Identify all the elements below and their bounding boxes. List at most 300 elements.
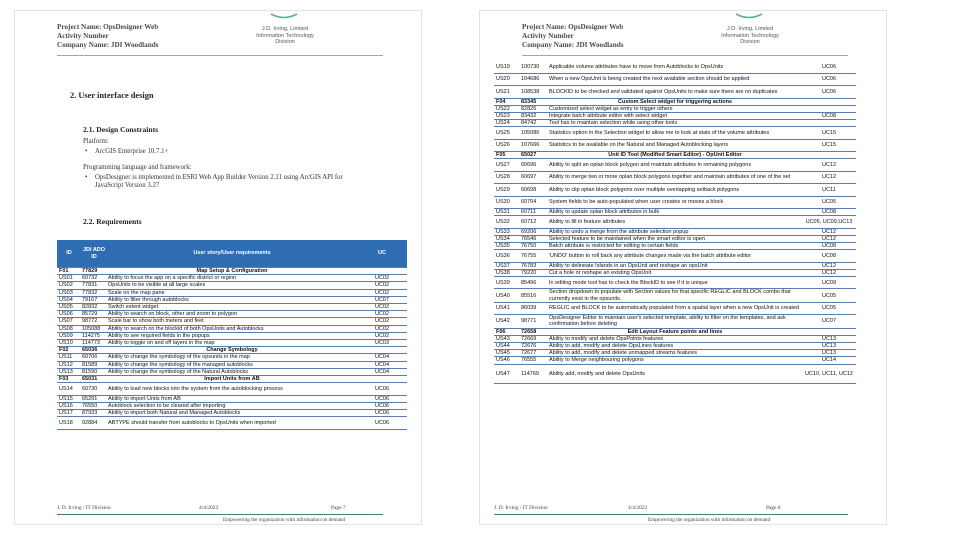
cell-user-story: Ability to search on the blockid of both OpsUnits and Autoblocks (107, 325, 357, 332)
cell-uc: UC08 (802, 113, 856, 120)
cell-id: US08 (57, 325, 81, 332)
cell-ado-id: 92884 (81, 417, 107, 429)
cell-uc: UC03 (357, 340, 407, 347)
cell-user-story: Ability to toggle on and off layers in the map (107, 340, 357, 347)
table-row (57, 395, 407, 402)
table-row (494, 113, 856, 120)
table-row (57, 325, 407, 332)
cell-id: US19 (494, 61, 520, 73)
cell-uc: UC02 (357, 325, 407, 332)
cell-user-story: Autoblock selection to be cleared after importing (107, 402, 357, 409)
cell-ado-id: 76783 (520, 262, 548, 269)
cell-section-title: Edit Layout Feature points and lines (548, 328, 802, 335)
requirements-table (57, 240, 407, 430)
cell-id: US03 (57, 289, 81, 296)
cell-id: F03 (57, 376, 81, 383)
org-line: Information Technology (256, 32, 314, 39)
language-label: Programming language and framework: (83, 164, 192, 171)
cell-user-story: Statistics to be available on the Natural and Managed Autoblocking layers (548, 139, 802, 151)
table-row (494, 73, 856, 85)
cell-id: US29 (494, 184, 520, 196)
cell-user-story: Scale on the map pane (107, 289, 357, 296)
column-header-ado-id: JDI ADO ID (81, 240, 107, 268)
table-row (57, 304, 407, 311)
table-row (494, 269, 856, 276)
cell-uc: UC15 (802, 139, 856, 151)
cell-uc: UC06 (802, 61, 856, 73)
cell-id: US06 (57, 311, 81, 318)
cell-id: US30 (494, 196, 520, 208)
table-section-row (494, 98, 856, 105)
footer-date: 4/4/2022 (199, 505, 219, 511)
cell-ado-id: 60711 (520, 209, 548, 216)
cell-ado-id: 60732 (81, 275, 107, 282)
table-section-row (494, 152, 856, 159)
cell-uc: UC02 (357, 275, 407, 282)
cell-user-story: Ability add, modify and delete OpsUnits (548, 364, 802, 384)
platform-label: Platform: (83, 138, 109, 145)
cell-user-story: 'UNDO' button to roll back any attribute changes made via the batch attribute editor (548, 250, 802, 262)
cell-id: F04 (494, 98, 520, 105)
table-row (494, 235, 856, 242)
cell-id: US23 (494, 113, 520, 120)
cell-ado-id: 81590 (81, 368, 107, 375)
table-row (494, 61, 856, 73)
cell-uc: UC12 (802, 269, 856, 276)
cell-ado-id: 72676 (520, 343, 548, 350)
column-header-user-story: User story/User requirements (107, 240, 357, 268)
cell-uc: UC10, UC11, UC12 (802, 364, 856, 384)
org-line: Information Technology (721, 32, 779, 39)
cell-uc: UC05 (802, 302, 856, 314)
requirements-table-continued (494, 61, 856, 384)
cell-ado-id: 77829 (81, 268, 107, 275)
cell-ado-id: 60704 (520, 196, 548, 208)
table-row (494, 357, 856, 364)
cell-uc: UC08 (802, 243, 856, 250)
cell-uc: UC12 (802, 159, 856, 171)
cell-user-story: Customized select widget as entry to trigger others (548, 105, 802, 112)
table-row (57, 354, 407, 361)
platform-bullet: • ArcGIS Enterprise 10.7.1+ (85, 148, 169, 155)
cell-user-story: Ability to delineate Islands in an OpsUnit and reshape an opsUnit (548, 262, 802, 269)
cell-ado-id: 82832 (81, 304, 107, 311)
cell-ado-id: 79220 (520, 269, 548, 276)
cell-uc (357, 376, 407, 383)
cell-uc: UC04 (357, 361, 407, 368)
cell-user-story: Ability to import both Natural and Managed Autoblocks (107, 410, 357, 417)
cell-ado-id: 60730 (81, 383, 107, 395)
cell-id: US42 (494, 315, 520, 328)
cell-id: US44 (494, 343, 520, 350)
cell-uc: UC05, UC09,UC13 (802, 216, 856, 228)
cell-ado-id: 104686 (520, 73, 548, 85)
cell-user-story: Ability to focus the app on a specific district or region (107, 275, 357, 282)
activity-number: Activity Number (522, 32, 574, 40)
cell-ado-id: 83345 (520, 98, 548, 105)
cell-user-story: Ability to fill in feature attributes (548, 216, 802, 228)
cell-uc: UC11 (802, 184, 856, 196)
table-row (494, 127, 856, 139)
cell-id: US13 (57, 368, 81, 375)
cell-ado-id: 76750 (520, 243, 548, 250)
cell-ado-id: 65291 (81, 395, 107, 402)
table-row (57, 402, 407, 409)
cell-ado-id: 60696 (520, 159, 548, 171)
cell-ado-id: 76546 (520, 235, 548, 242)
table-row (494, 350, 856, 357)
cell-id: US16 (57, 402, 81, 409)
cell-id: F01 (57, 268, 81, 275)
section-heading: 2. User interface design (70, 91, 154, 100)
cell-uc (802, 152, 856, 159)
cell-uc: UC12 (802, 235, 856, 242)
cell-ado-id: 86039 (520, 302, 548, 314)
cell-ado-id: 65031 (81, 376, 107, 383)
table-row (57, 410, 407, 417)
cell-uc: UC02 (357, 304, 407, 311)
cell-id: US35 (494, 243, 520, 250)
cell-uc: UC06 (357, 395, 407, 402)
cell-ado-id: 83432 (520, 113, 548, 120)
activity-number: Activity Number (57, 32, 109, 40)
cell-ado-id: 77832 (81, 289, 107, 296)
cell-id: US39 (494, 277, 520, 289)
requirements-table-continued-body (494, 61, 856, 384)
cell-id: US37 (494, 262, 520, 269)
cell-uc: UC05 (802, 196, 856, 208)
cell-user-story: ABTYPE should transfer from autoblocks to OpsUnits when imported (107, 417, 357, 429)
company-name: Company Name: JDI Woodlands (57, 41, 159, 49)
cell-user-story: OpsDesigner Editor to maintain user's selected template, ability to filter on the templates, and ask confirmation before deleting (548, 315, 802, 328)
page-header-project (522, 23, 624, 50)
cell-user-story: Cut a hole or reshape an existing OpsUnit (548, 269, 802, 276)
footer-date: 4/4/2022 (628, 505, 648, 511)
table-row (57, 383, 407, 395)
cell-ado-id: 77831 (81, 282, 107, 289)
table-row (494, 196, 856, 208)
cell-ado-id: 76550 (81, 402, 107, 409)
header-divider (522, 55, 848, 56)
cell-id: US17 (57, 410, 81, 417)
cell-uc (802, 105, 856, 112)
cell-ado-id: 85516 (520, 289, 548, 302)
cell-user-story: Section dropdown to populate with Section values for that specific REGLIC and BLOCK combo that currently exist in the opsunits. (548, 289, 802, 302)
cell-uc: UC06 (357, 383, 407, 395)
cell-id: US12 (57, 361, 81, 368)
document-page-8 (479, 10, 887, 525)
table-row (57, 368, 407, 375)
cell-section-title: Import Units from AB (107, 376, 357, 383)
cell-uc: UC12 (802, 262, 856, 269)
cell-uc: UC02 (357, 289, 407, 296)
table-header-row (57, 240, 407, 268)
cell-user-story: Statistics option in the Selection widget to allow me to look at stats of the volume attributes (548, 127, 802, 139)
cell-id: US41 (494, 302, 520, 314)
cell-section-title: Custom Select widget for triggering actions (548, 98, 802, 105)
org-block (695, 26, 805, 46)
org-line: Division (740, 39, 760, 46)
cell-uc: UC02 (357, 311, 407, 318)
table-row (494, 228, 856, 235)
cell-ado-id: 79167 (81, 296, 107, 303)
org-line: J.D. Irving, Limited (726, 26, 774, 32)
cell-uc: UC09 (802, 277, 856, 289)
language-bullet: • OpsDesigner is implemented in ESRI Web App Builder Version 2.11 using ArcGIS API for JavaScript Version 3.27 (85, 174, 343, 190)
table-row (494, 159, 856, 171)
cell-user-story: Ability to change the symbology of the Natural Autoblocks (107, 368, 357, 375)
cell-ado-id: 105086 (520, 127, 548, 139)
table-row (494, 315, 856, 328)
cell-id: US18 (57, 417, 81, 429)
cell-id: US04 (57, 296, 81, 303)
table-row (57, 361, 407, 368)
cell-id: US15 (57, 395, 81, 402)
cell-id: US31 (494, 209, 520, 216)
cell-user-story: Applicable volume attributes have to move from Autoblocks to OpsUnits (548, 61, 802, 73)
cell-user-story: Selected feature to be maintained when the smart editor is open (548, 235, 802, 242)
cell-uc: UC02 (357, 282, 407, 289)
footer-left: J. D. Irving / IT Division (494, 505, 548, 511)
cell-ado-id: 98771 (520, 315, 548, 328)
table-row (494, 209, 856, 216)
project-name: Project Name: OpsDesigner Web (522, 23, 624, 31)
cell-user-story: Integrate batch attribute editor with select widget (548, 113, 802, 120)
table-row (494, 335, 856, 342)
cell-ado-id: 60706 (81, 354, 107, 361)
cell-id: US45 (494, 350, 520, 357)
cell-id: US10 (57, 340, 81, 347)
cell-user-story: Batch attribute is restricted for editing to certain fields (548, 243, 802, 250)
cell-user-story: Ability to merge two or more oplan block polygons together and maintain attributes of one of the set (548, 171, 802, 183)
cell-ado-id: 108538 (520, 86, 548, 98)
cell-ado-id: 85496 (520, 277, 548, 289)
cell-section-title: Unit ID Tool (Modified Smart Editor) - OpUnit Editor (548, 152, 802, 159)
footer-left: J. D. Irving / IT Division (57, 505, 111, 511)
cell-user-story: Ability to undo a merge from the attribute selection popup (548, 228, 802, 235)
cell-uc: UC06 (802, 73, 856, 85)
cell-id: US40 (494, 289, 520, 302)
table-row (494, 364, 856, 384)
table-row (494, 120, 856, 127)
cell-uc: UC02 (357, 332, 407, 339)
cell-id: US05 (57, 304, 81, 311)
cell-uc: UC06 (357, 417, 407, 429)
cell-user-story: Tool has to maintain selection while using other tools (548, 120, 802, 127)
cell-user-story: Ability to Merge neighbouring polygons (548, 357, 802, 364)
table-row (57, 275, 407, 282)
cell-uc: UC07 (357, 296, 407, 303)
cell-user-story: System fields to be auto-populated when user creates or moves a block (548, 196, 802, 208)
cell-uc (802, 98, 856, 105)
cell-id: US43 (494, 335, 520, 342)
cell-section-title: Change Symbology (107, 347, 357, 354)
table-row (494, 302, 856, 314)
table-row (57, 417, 407, 429)
cell-ado-id: 100730 (520, 61, 548, 73)
cell-ado-id: 114769 (520, 364, 548, 384)
cell-id: F05 (494, 152, 520, 159)
cell-uc: UC06 (802, 86, 856, 98)
company-name: Company Name: JDI Woodlands (522, 41, 624, 49)
cell-user-story: Ability to modify and delete OpsPoints features (548, 335, 802, 342)
cell-ado-id: 65027 (520, 152, 548, 159)
cell-user-story: When a new OpsUnit is being created the next available section should be applied (548, 73, 802, 85)
table-row (57, 318, 407, 325)
cell-id: US32 (494, 216, 520, 228)
org-line: Division (275, 39, 295, 46)
cell-id: US38 (494, 269, 520, 276)
cell-id: US33 (494, 228, 520, 235)
cell-user-story: Ability to change the symbology of the opsunits in the map (107, 354, 357, 361)
document-page-7 (14, 10, 422, 525)
table-section-row (57, 347, 407, 354)
cell-id: US28 (494, 171, 520, 183)
cell-uc: UC13 (802, 343, 856, 350)
table-row (494, 243, 856, 250)
cell-uc (802, 120, 856, 127)
project-name: Project Name: OpsDesigner Web (57, 23, 159, 31)
cell-user-story: BLOCKID to be checked and validated against OpsUnits to make sure there are no duplicates (548, 86, 802, 98)
cell-user-story: Switch extent widget (107, 304, 357, 311)
cell-uc: UC07 (802, 315, 856, 328)
cell-ado-id: 98772 (81, 318, 107, 325)
table-row (57, 282, 407, 289)
jdi-logo-icon (734, 13, 764, 20)
cell-user-story: OpsUnits to be visible at all large scales (107, 282, 357, 289)
cell-id: US34 (494, 235, 520, 242)
table-row (57, 332, 407, 339)
table-row (494, 184, 856, 196)
cell-uc: UC08 (802, 250, 856, 262)
cell-ado-id: 84742 (520, 120, 548, 127)
table-row (57, 340, 407, 347)
cell-ado-id: 69206 (520, 228, 548, 235)
cell-ado-id: 72658 (520, 328, 548, 335)
cell-user-story: Ability to import Units from AB (107, 395, 357, 402)
cell-id: F02 (57, 347, 81, 354)
table-row (494, 216, 856, 228)
cell-ado-id: 114773 (81, 340, 107, 347)
cell-user-story: Ability to update oplan block attributes in bulk (548, 209, 802, 216)
cell-ado-id: 72677 (520, 350, 548, 357)
cell-id: US47 (494, 364, 520, 384)
footer-page-number: Page 8 (766, 505, 781, 511)
cell-user-story: Ability to clip oplan block polygons over multiple overlapping setback polygons (548, 184, 802, 196)
footer-tagline: Empowering the organization with information on demand (648, 517, 771, 523)
cell-ado-id: 65036 (81, 347, 107, 354)
org-block (230, 26, 340, 46)
org-line: J.D. Irving, Limited (261, 26, 309, 32)
cell-user-story: Ability to split an oplan block polygon and maintain attributes in remaining polygons (548, 159, 802, 171)
table-row (494, 262, 856, 269)
cell-uc: UC15 (802, 127, 856, 139)
table-row (57, 296, 407, 303)
cell-user-story: Ability to see required fields in the popups (107, 332, 357, 339)
cell-uc: UC04 (357, 368, 407, 375)
cell-ado-id: 60698 (520, 184, 548, 196)
cell-section-title: Map Setup & Configuration (107, 268, 357, 275)
cell-uc (802, 328, 856, 335)
table-row (494, 250, 856, 262)
table-section-row (57, 268, 407, 275)
table-section-row (494, 328, 856, 335)
cell-id: US27 (494, 159, 520, 171)
cell-ado-id: 114275 (81, 332, 107, 339)
cell-id: US36 (494, 250, 520, 262)
cell-id: US07 (57, 318, 81, 325)
cell-ado-id: 60712 (520, 216, 548, 228)
table-row (494, 171, 856, 183)
column-header-id: ID (57, 240, 81, 268)
cell-id: US14 (57, 383, 81, 395)
cell-id: US11 (57, 354, 81, 361)
cell-user-story: Ability to add, modify and delete unmapped streams features (548, 350, 802, 357)
cell-ado-id: 81589 (81, 361, 107, 368)
table-row (57, 289, 407, 296)
cell-uc: UC13 (802, 350, 856, 357)
table-row (494, 86, 856, 98)
cell-id: US21 (494, 86, 520, 98)
column-header-uc: UC (357, 240, 407, 268)
table-row (494, 277, 856, 289)
cell-uc: UC04 (357, 354, 407, 361)
table-row (494, 139, 856, 151)
page-header-project (57, 23, 159, 50)
cell-id: US46 (494, 357, 520, 364)
subsection-heading-requirements: 2.2. Requirements (83, 217, 142, 226)
cell-ado-id: 60697 (520, 171, 548, 183)
cell-ado-id: 76755 (520, 250, 548, 262)
platform-bullet-text: ArcGIS Enterprise 10.7.1+ (95, 148, 169, 155)
requirements-table-body (57, 268, 407, 430)
cell-ado-id: 76555 (520, 357, 548, 364)
footer-divider (494, 514, 848, 515)
cell-uc: UC12 (802, 228, 856, 235)
table-section-row (57, 376, 407, 383)
cell-id: US24 (494, 120, 520, 127)
table-row (494, 105, 856, 112)
cell-uc: UC02 (357, 318, 407, 325)
cell-uc: UC06 (357, 410, 407, 417)
cell-id: US22 (494, 105, 520, 112)
table-row (494, 289, 856, 302)
cell-uc: UC05 (802, 289, 856, 302)
cell-ado-id: 87933 (81, 410, 107, 417)
cell-ado-id: 72669 (520, 335, 548, 342)
language-bullet-text: OpsDesigner is implemented in ESRI Web App Builder Version 2.11 using ArcGIS API for JavaScript Version 3.27 (95, 174, 343, 190)
table-row (57, 311, 407, 318)
cell-id: US01 (57, 275, 81, 282)
cell-id: US25 (494, 127, 520, 139)
cell-id: F06 (494, 328, 520, 335)
jdi-logo-icon (269, 13, 299, 20)
footer-divider (57, 514, 383, 515)
cell-uc (357, 268, 407, 275)
cell-uc: UC13 (802, 335, 856, 342)
cell-user-story: In editing mode tool has to check the BlockID to see if it is unique (548, 277, 802, 289)
cell-user-story: REGLIC and BLOCK to be automatically populated from a spatial layer when a new OpsUnit is created (548, 302, 802, 314)
footer-page-number: Page 7 (331, 505, 346, 511)
cell-user-story: Ability to add, modify and delete OpsLines features (548, 343, 802, 350)
table-row (494, 343, 856, 350)
cell-id: US26 (494, 139, 520, 151)
cell-id: US20 (494, 73, 520, 85)
cell-id: US09 (57, 332, 81, 339)
cell-user-story: Scale bar to show both meters and feet (107, 318, 357, 325)
cell-uc: UC08 (802, 209, 856, 216)
header-divider (57, 55, 383, 56)
